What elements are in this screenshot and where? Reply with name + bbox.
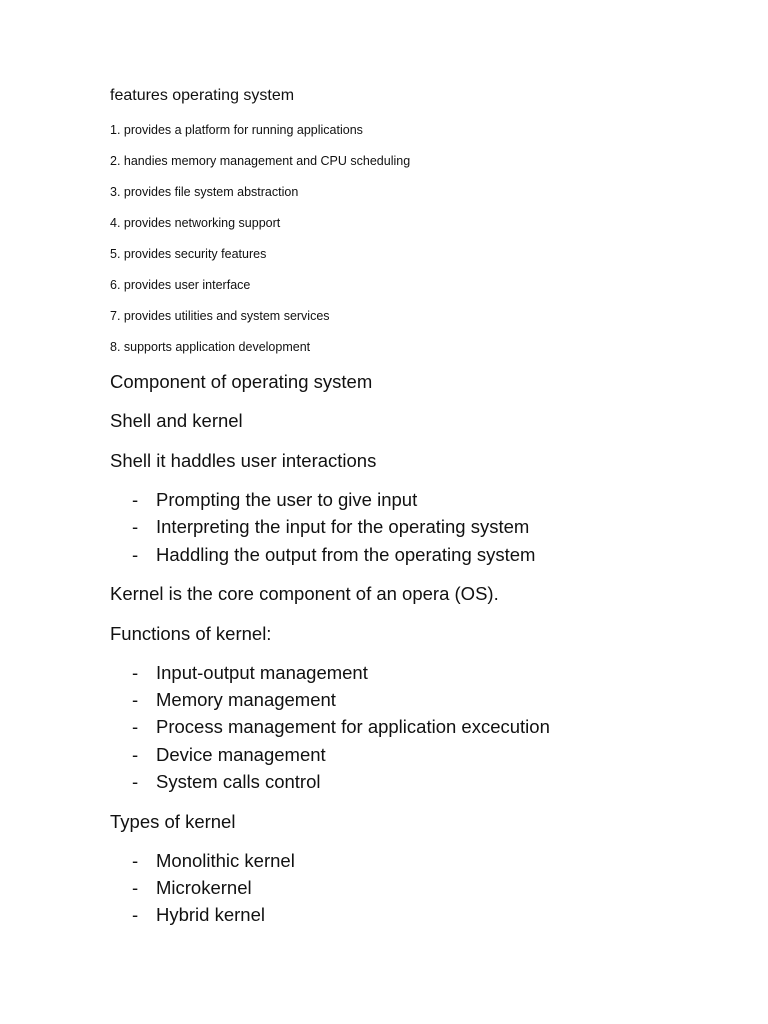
shell-item-1: Prompting the user to give input — [156, 489, 418, 510]
list-dash: - — [132, 716, 139, 737]
list-dash: - — [132, 744, 139, 765]
type-item-3: Hybrid kernel — [156, 904, 265, 925]
function-item-5: System calls control — [156, 771, 321, 792]
feature-item-7: 7. provides utilities and system services — [110, 309, 330, 323]
shell-item-2: Interpreting the input for the operating system — [156, 516, 530, 537]
list-dash: - — [132, 489, 139, 510]
feature-item-3: 3. provides file system abstraction — [110, 185, 299, 199]
function-item-3: Process management for application excecution — [156, 716, 550, 737]
feature-item-5: 5. provides security features — [110, 247, 267, 261]
feature-item-1: 1. provides a platform for running applications — [110, 123, 363, 137]
list-dash: - — [132, 689, 139, 710]
shell-kernel-line: Shell and kernel — [110, 410, 243, 431]
list-dash: - — [132, 662, 139, 683]
list-dash: - — [132, 771, 139, 792]
function-item-4: Device management — [156, 744, 326, 765]
shell-item-3: Haddling the output from the operating system — [156, 544, 536, 565]
feature-item-6: 6. provides user interface — [110, 278, 251, 292]
shell-description: Shell it haddles user interactions — [110, 450, 377, 471]
list-dash: - — [132, 904, 139, 925]
type-item-1: Monolithic kernel — [156, 850, 295, 871]
functions-heading: Functions of kernel: — [110, 623, 272, 644]
kernel-description: Kernel is the core component of an opera (OS). — [110, 583, 499, 604]
types-heading: Types of kernel — [110, 811, 236, 832]
function-item-2: Memory management — [156, 689, 336, 710]
list-dash: - — [132, 544, 139, 565]
list-dash: - — [132, 877, 139, 898]
component-heading: Component of operating system — [110, 371, 373, 392]
function-item-1: Input-output management — [156, 662, 368, 683]
intro-heading: features operating system — [110, 87, 295, 104]
feature-item-8: 8. supports application development — [110, 340, 311, 354]
list-dash: - — [132, 516, 139, 537]
list-dash: - — [132, 850, 139, 871]
feature-item-2: 2. handies memory management and CPU scheduling — [110, 154, 411, 168]
type-item-2: Microkernel — [156, 877, 252, 898]
feature-item-4: 4. provides networking support — [110, 216, 281, 230]
